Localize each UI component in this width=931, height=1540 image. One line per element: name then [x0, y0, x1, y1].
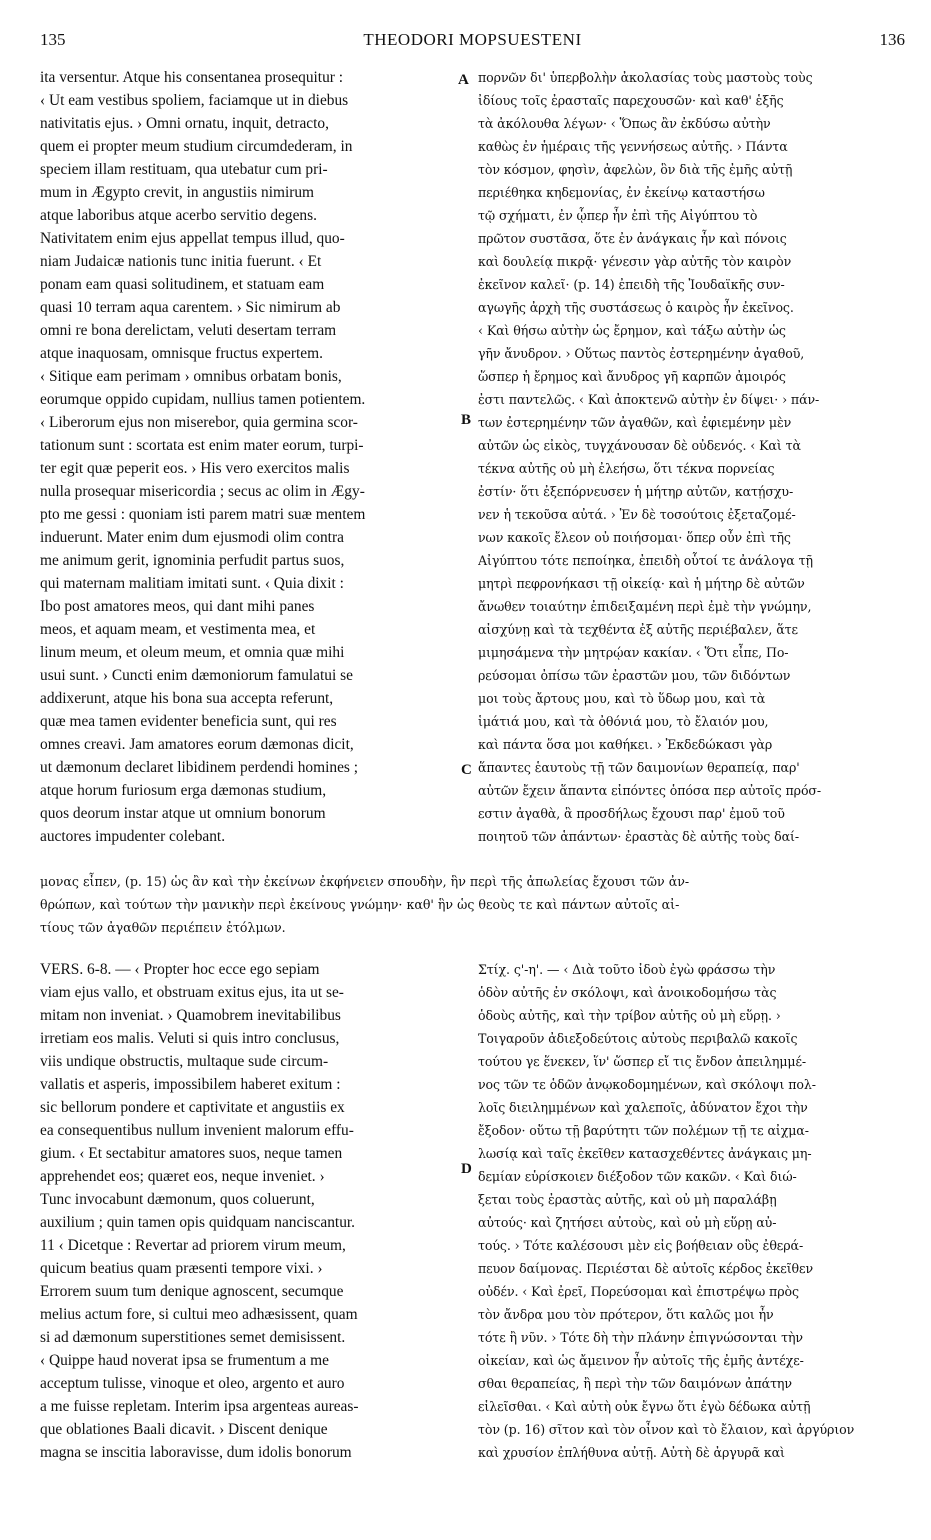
text-line: addixerunt, atque his bona sua accepta referunt,	[40, 690, 334, 707]
text-line: τὸν ἄνδρα μου τὸν πρότερον, ὅτι καλῶς μοι ἦν	[478, 1307, 774, 1322]
text-line: viis undique obstructis, multaque sude circum-	[40, 1053, 329, 1070]
text-line: εστιν ἀγαθὰ, ἃ προσδήλως ἔχουσι παρ' ἐμοῦ τοῦ	[478, 806, 785, 821]
text-line: mum in Ægypto crevit, in angustiis nimirum	[40, 184, 315, 201]
text-line: μοι τοὺς ἄρτους μου, καὶ τὸ ὕδωρ μου, καὶ τὰ	[478, 691, 766, 706]
text-line: eorumque oppido cupidam, nullius tamen potientem.	[40, 391, 366, 408]
text-line: μονας εἶπεν, (p. 15) ὡς ἂν καὶ τὴν ἐκείνων ἐκφήνειεν σπουδὴν, ἣν περὶ τῆς ἀπωλείας ἔχουσι τῶν ἀν-	[40, 874, 690, 889]
text-line: νων κακοῖς ἔλεον οὐ ποιήσομαι· ὅπερ οὖν ἐπὶ τῆς	[478, 530, 791, 545]
greek-full-width-continuation	[40, 870, 906, 939]
text-line: ‹ Καὶ θήσω αὐτὴν ὡς ἔρημον, καὶ τάξω αὐτὴν ὡς	[478, 323, 786, 338]
text-line: λωσίᾳ καὶ ταῖς ἐκεῖθεν κατασχεθέντες ἀνάγκαις μη-	[478, 1146, 812, 1161]
margin-marker-b: B	[461, 412, 472, 428]
text-line: viam ejus vallo, et obstruam exitus ejus, ita ut se-	[40, 984, 344, 1001]
text-line: Nativitatem enim ejus appellat tempus illud, quo-	[40, 230, 345, 247]
text-line: αὐτῶν ἔχειν ἅπαντα εἰπόντες ὁπόσα περ αὐτοῖς πρόσ-	[478, 783, 822, 798]
page-number-left: 135	[40, 30, 66, 49]
text-line: niam Judaicæ nationis tunc initia fuerunt. ‹ Et	[40, 253, 322, 270]
text-line: me animum gerit, ignominia perfudit partus suos,	[40, 552, 345, 569]
text-line: νεν ἡ τεκοῦσα αὐτά. › Ἐν δὲ τοσούτοις ἐξεταζομέ-	[478, 507, 796, 522]
text-line: ποιητοῦ τῶν ἁπάντων· ἐραστὰς δὲ αὐτῆς τοὺς δαί-	[478, 829, 799, 844]
text-line: sic bellorum pondere et captivitate et angustiis ex	[40, 1099, 345, 1116]
text-line: καθὼς ἐν ἡμέραις τῆς γεννήσεως αὐτῆς. › Πάντα	[478, 139, 788, 154]
text-line: πορνῶν δι' ὑπερβολὴν ἀκολασίας τοὺς μαστοὺς τοὺς	[478, 70, 813, 85]
text-line: ὁδοὺς αὐτῆς, καὶ τὴν τρίβον αὐτῆς οὐ μὴ εὕρῃ. ›	[478, 1008, 781, 1023]
latin-column-bottom	[40, 958, 460, 1464]
text-line: ἰδίους τοῖς ἐρασταῖς παρεχουσῶν· καὶ καθ' ἑξῆς	[478, 93, 784, 108]
text-line: τότε ἢ νῦν. › Τότε δὴ τὴν πλάνην ἐπιγνώσονται τὴν	[478, 1330, 803, 1345]
text-line: linum meum, et oleum meum, et omnia quæ mihi	[40, 644, 345, 661]
text-line: induerunt. Mater enim dum ejusmodi olim contra	[40, 529, 344, 546]
text-line: ‹ Ut eam vestibus spoliem, faciamque ut in diebus	[40, 92, 349, 109]
text-line: ρεύσομαι ὀπίσω τῶν ἐραστῶν μου, τῶν διδόντων	[478, 668, 791, 683]
text-line: τὸν (p. 16) σῖτον καὶ τὸν οἶνον καὶ τὸ ἔλαιον, καὶ ἀργύριον	[478, 1422, 855, 1437]
text-line: μητρὶ πεφρονήκασι τῇ οἰκείᾳ· καὶ ἡ μήτηρ δὲ αὐτῶν	[478, 576, 805, 591]
text-line: ἐστίν· ὅτι ἐξεπόρνευσεν ἡ μήτηρ αὐτῶν, κατῄσχυ-	[478, 484, 794, 499]
latin-column-top	[40, 66, 460, 848]
text-line: auxilium ; quin tamen opis quidquam nanciscantur.	[40, 1214, 356, 1231]
text-line: ἐκεῖνον καλεῖ· (p. 14) ἐπειδὴ τῆς Ἰουδαϊκῆς συν-	[478, 277, 785, 292]
text-line: atque laboribus atque acerbo servitio degens.	[40, 207, 317, 224]
text-line: οἰκείαν, καὶ ὡς ἄμεινον ἦν αὐτοῖς τῆς ἐμῆς ἀντέχε-	[478, 1353, 804, 1368]
text-line: ut dæmonum declaret libidinem perdendi homines ;	[40, 759, 359, 776]
text-line: atque inaquosam, omnisque fructus expertem.	[40, 345, 323, 362]
text-line: ‹ Liberorum ejus non miserebor, quia germina scor-	[40, 414, 358, 431]
text-line: Στίχ. ς'-η'. — ‹ Διὰ τοῦτο ἰδοὺ ἐγὼ φράσσω τὴν	[478, 962, 776, 977]
text-line: πρῶτον συστᾶσα, ὅτε ἐν ἀνάγκαις ἦν καὶ πόνοις	[478, 231, 787, 246]
margin-marker-a: A	[458, 72, 469, 88]
text-line: mitam non inveniat. › Quamobrem inevitabilibus	[40, 1007, 341, 1024]
text-line: quos deorum instar atque ut omnium bonorum	[40, 805, 326, 822]
text-line: αὐτῶν ὡς εἰκὸς, τυγχάνουσαν δὲ οὐδενός. ‹ Καὶ τὰ	[478, 438, 801, 453]
text-line: quicum beatius quam præsenti tempore vixi. ›	[40, 1260, 323, 1277]
text-line: quæ mea tamen evidenter beneficia sunt, qui res	[40, 713, 337, 730]
text-line: θρώπων, καὶ τούτων τὴν μανικὴν περὶ ἐκείνους γνώμην· καθ' ἣν ὡς θεοὺς τε καὶ πάντων αὐτοῖς αἰ-	[40, 897, 680, 912]
text-line: apprehendet eos; quæret eos, neque inveniet. ›	[40, 1168, 325, 1185]
text-line: Errorem suum tum denique agnoscent, secumque	[40, 1283, 344, 1300]
text-line: melius actum fore, si cultui meo adhæsissent, quam	[40, 1306, 358, 1323]
text-line: ἔξοδον· οὕτω τῇ βαρύτητι τῶν πολέμων τῇ τε αἰχμα-	[478, 1123, 809, 1138]
text-line: ξεται τοὺς ἐραστὰς αὐτῆς, καὶ οὐ μὴ παραλάβῃ	[478, 1192, 777, 1207]
text-line: τούς. › Τότε καλέσουσι μὲν εἰς βοήθειαν οὓς ἐθερά-	[478, 1238, 804, 1253]
page-number-right: 136	[879, 30, 905, 49]
text-line: ὥσπερ ἡ ἔρημος καὶ ἄνυδρος γῆ καρπῶν ἀμοιρός	[478, 369, 786, 384]
text-line: νος τῶν τε ὁδῶν ἀνῳκοδομημένων, καὶ σκόλοψι πολ-	[478, 1077, 816, 1092]
text-line: οὐδέν. ‹ Καὶ ἐρεῖ, Πορεύσομαι καὶ ἐπιστρέψω πρὸς	[478, 1284, 799, 1299]
text-line: ea consequentibus nullum invenient malorum effu-	[40, 1122, 354, 1139]
text-line: irretiam eos malis. Veluti si quis intro conclusus,	[40, 1030, 340, 1047]
text-line: nativitatis ejus. › Omni ornatu, inquit, detracto,	[40, 115, 329, 132]
greek-column-top	[478, 66, 906, 848]
text-line: καὶ δουλείᾳ πικρᾷ· γένεσιν γὰρ αὐτῆς τὸν καιρὸν	[478, 254, 792, 269]
text-line: omnes creavi. Jam amatores eorum dæmonas dicit,	[40, 736, 354, 753]
text-line: τὸν κόσμον, φησὶν, ἀφελὼν, ὃν διὰ τῆς ἐμῆς αὐτῇ	[478, 162, 793, 177]
text-line: acceptum tulisse, vinoque et oleo, argento et auro	[40, 1375, 345, 1392]
margin-marker-d: D	[461, 1161, 472, 1177]
text-line: ‹ Quippe haud noverat ipsa se frumentum a me	[40, 1352, 329, 1369]
text-line: καὶ χρυσίον ἐπλήθυνα αὐτῇ. Αὐτὴ δὲ ἀργυρᾶ καὶ	[478, 1445, 785, 1460]
text-line: atque horum furiosum erga dæmonas studium,	[40, 782, 327, 799]
text-line: Tunc invocabunt dæmonum, quos coluerunt,	[40, 1191, 315, 1208]
text-line: magna se inscitia laboravisse, dum idolis bonorum	[40, 1444, 352, 1461]
text-line: γῆν ἄνυδρον. › Οὕτως παντὸς ἐστερημένην ἀγαθοῦ,	[478, 346, 805, 361]
text-line: tationum sunt : scortata est enim mater eorum, turpi-	[40, 437, 364, 454]
text-line: VERS. 6-8. — ‹ Propter hoc ecce ego sepiam	[40, 961, 320, 978]
text-line: usui sunt. › Cuncti enim dæmoniorum famulatui se	[40, 667, 353, 684]
text-line: ἅπαντες ἑαυτοὺς τῇ τῶν δαιμονίων θεραπείᾳ, παρ'	[478, 760, 800, 775]
text-line: τῷ σχήματι, ἐν ᾧπερ ἦν ἐπὶ τῆς Αἰγύπτου τὸ	[478, 208, 758, 223]
text-line: speciem illam restituam, qua utebatur cum pri-	[40, 161, 328, 178]
text-line: quem ei propter meum studium circumdederam, in	[40, 138, 353, 155]
text-line: περιέθηκα κηδεμονίας, ἐν ἐκείνῳ καταστήσω	[478, 185, 765, 200]
text-line: a me fuisse repletam. Interim ipsa argenteas aureas-	[40, 1398, 359, 1415]
text-line: τούτου γε ἕνεκεν, ἵν' ὥσπερ εἴ τις ἔνδον ἀπειλημμέ-	[478, 1054, 807, 1069]
text-line: ἱμάτιά μου, καὶ τὰ ὀθόνιά μου, τὸ ἔλαιόν μου,	[478, 714, 769, 729]
running-title: THEODORI MOPSUESTENI	[363, 30, 582, 49]
text-line: τὰ ἀκόλουθα λέγων· ‹ Ὅπως ἂν ἐκδύσω αὐτὴν	[478, 116, 771, 131]
text-line: ἐστι παντελῶς. ‹ Καὶ ἀποκτενῶ αὐτὴν ἐν δίψει· › πάν-	[478, 392, 820, 407]
text-line: si ad dæmonum superstitiones semet demisissent.	[40, 1329, 346, 1346]
text-line: nulla prosequar misericordia ; secus ac olim in Ægy-	[40, 483, 365, 500]
text-line: ‹ Sitique eam perimam › omnibus orbatam bonis,	[40, 368, 342, 385]
text-line: λοῖς διειλημμένων καὶ χαλεποῖς, ἀδύνατον ἔχοι τὴν	[478, 1100, 808, 1115]
margin-marker-c: C	[461, 762, 472, 778]
text-line: que oblationes Baali dicavit. › Discent denique	[40, 1421, 328, 1438]
text-line: αὐτούς· καὶ ζητήσει αὐτοὺς, καὶ οὐ μὴ εὕρῃ αὐ-	[478, 1215, 777, 1230]
page-header	[40, 30, 905, 58]
text-line: meos, et aquam meam, et vestimenta mea, et	[40, 621, 316, 638]
text-line: αγωγῆς ἀρχὴ τῆς συστάσεως ὁ καιρὸς ἦν ἐκεῖνος.	[478, 300, 794, 315]
text-line: σθαι θεραπείας, ἢ περὶ τὴν τῶν δαιμόνων ἀπάτην	[478, 1376, 792, 1391]
text-line: qui maternam malitiam imitati sunt. ‹ Quia dixit :	[40, 575, 344, 592]
text-line: 11 ‹ Dicetque : Revertar ad priorem virum meum,	[40, 1237, 346, 1254]
text-line: vallatis et asperis, impossibilem haberet exitum :	[40, 1076, 341, 1093]
text-line: Ibo post amatores meos, qui dant mihi panes	[40, 598, 315, 615]
text-line: εἱλεῖσθαι. ‹ Καὶ αὐτὴ οὐκ ἔγνω ὅτι ἐγὼ δέδωκα αὐτῇ	[478, 1399, 811, 1414]
text-line: ponam eam quasi solitudinem, et statuam eam	[40, 276, 325, 293]
text-line: δεμίαν εὑρίσκοιεν διέξοδον τῶν κακῶν. ‹ Καὶ διώ-	[478, 1169, 797, 1184]
greek-column-bottom	[478, 958, 906, 1464]
text-line: omni re bona derelictam, veluti desertam terram	[40, 322, 337, 339]
text-line: auctores impudenter colebant.	[40, 828, 226, 845]
text-line: καὶ πάντα ὅσα μοι καθήκει. › Ἐκδεδώκασι γὰρ	[478, 737, 773, 752]
text-line: gium. ‹ Et sectabitur amatores suos, neque tamen	[40, 1145, 343, 1162]
text-line: πευον δαίμονας. Περιέσται δὲ αὐτοῖς κέρδος ἐκεῖθεν	[478, 1261, 814, 1276]
text-line: αἰσχύνῃ καὶ τὰ τεχθέντα ἐξ αὐτῆς περιέβαλεν, ἅτε	[478, 622, 798, 637]
text-line: ἄνωθεν τοιαύτην ἐπιδειξαμένη περὶ ἐμὲ τὴν γνώμην,	[478, 599, 812, 614]
text-line: τέκνα αὐτῆς οὐ μὴ ἐλεήσω, ὅτι τέκνα πορνείας	[478, 461, 775, 476]
text-line: Τοιγαροῦν ἀδιεξοδεύτοις αὐτοὺς περιβαλῶ κακοῖς	[478, 1031, 798, 1046]
text-line: τίους τῶν ἀγαθῶν περιέπειν ἐτόλμων.	[40, 920, 286, 935]
text-line: quasi 10 terram aqua carentem. › Sic nimirum ab	[40, 299, 341, 316]
text-line: ita versentur. Atque his consentanea prosequitur :	[40, 69, 344, 86]
text-line: ter egit quæ peperit eos. › His vero exercitos malis	[40, 460, 350, 477]
text-line: Αἰγύπτου τότε πεποίηκα, ἐπειδὴ οὗτοί τε ἀνάλογα τῇ	[478, 553, 813, 568]
text-line: ὁδὸν αὐτῆς ἐν σκόλοψι, καὶ ἀνοικοδομήσω τὰς	[478, 985, 777, 1000]
text-line: pto me gessi : quoniam isti parem matri suæ mentem	[40, 506, 366, 523]
text-line: των ἐστερημένην τῶν ἀγαθῶν, καὶ ἐφιεμένην μὲν	[478, 415, 792, 430]
text-line: μιμησάμενα τὴν μητρῴαν κακίαν. ‹ Ὅτι εἶπε, Πο-	[478, 645, 789, 660]
